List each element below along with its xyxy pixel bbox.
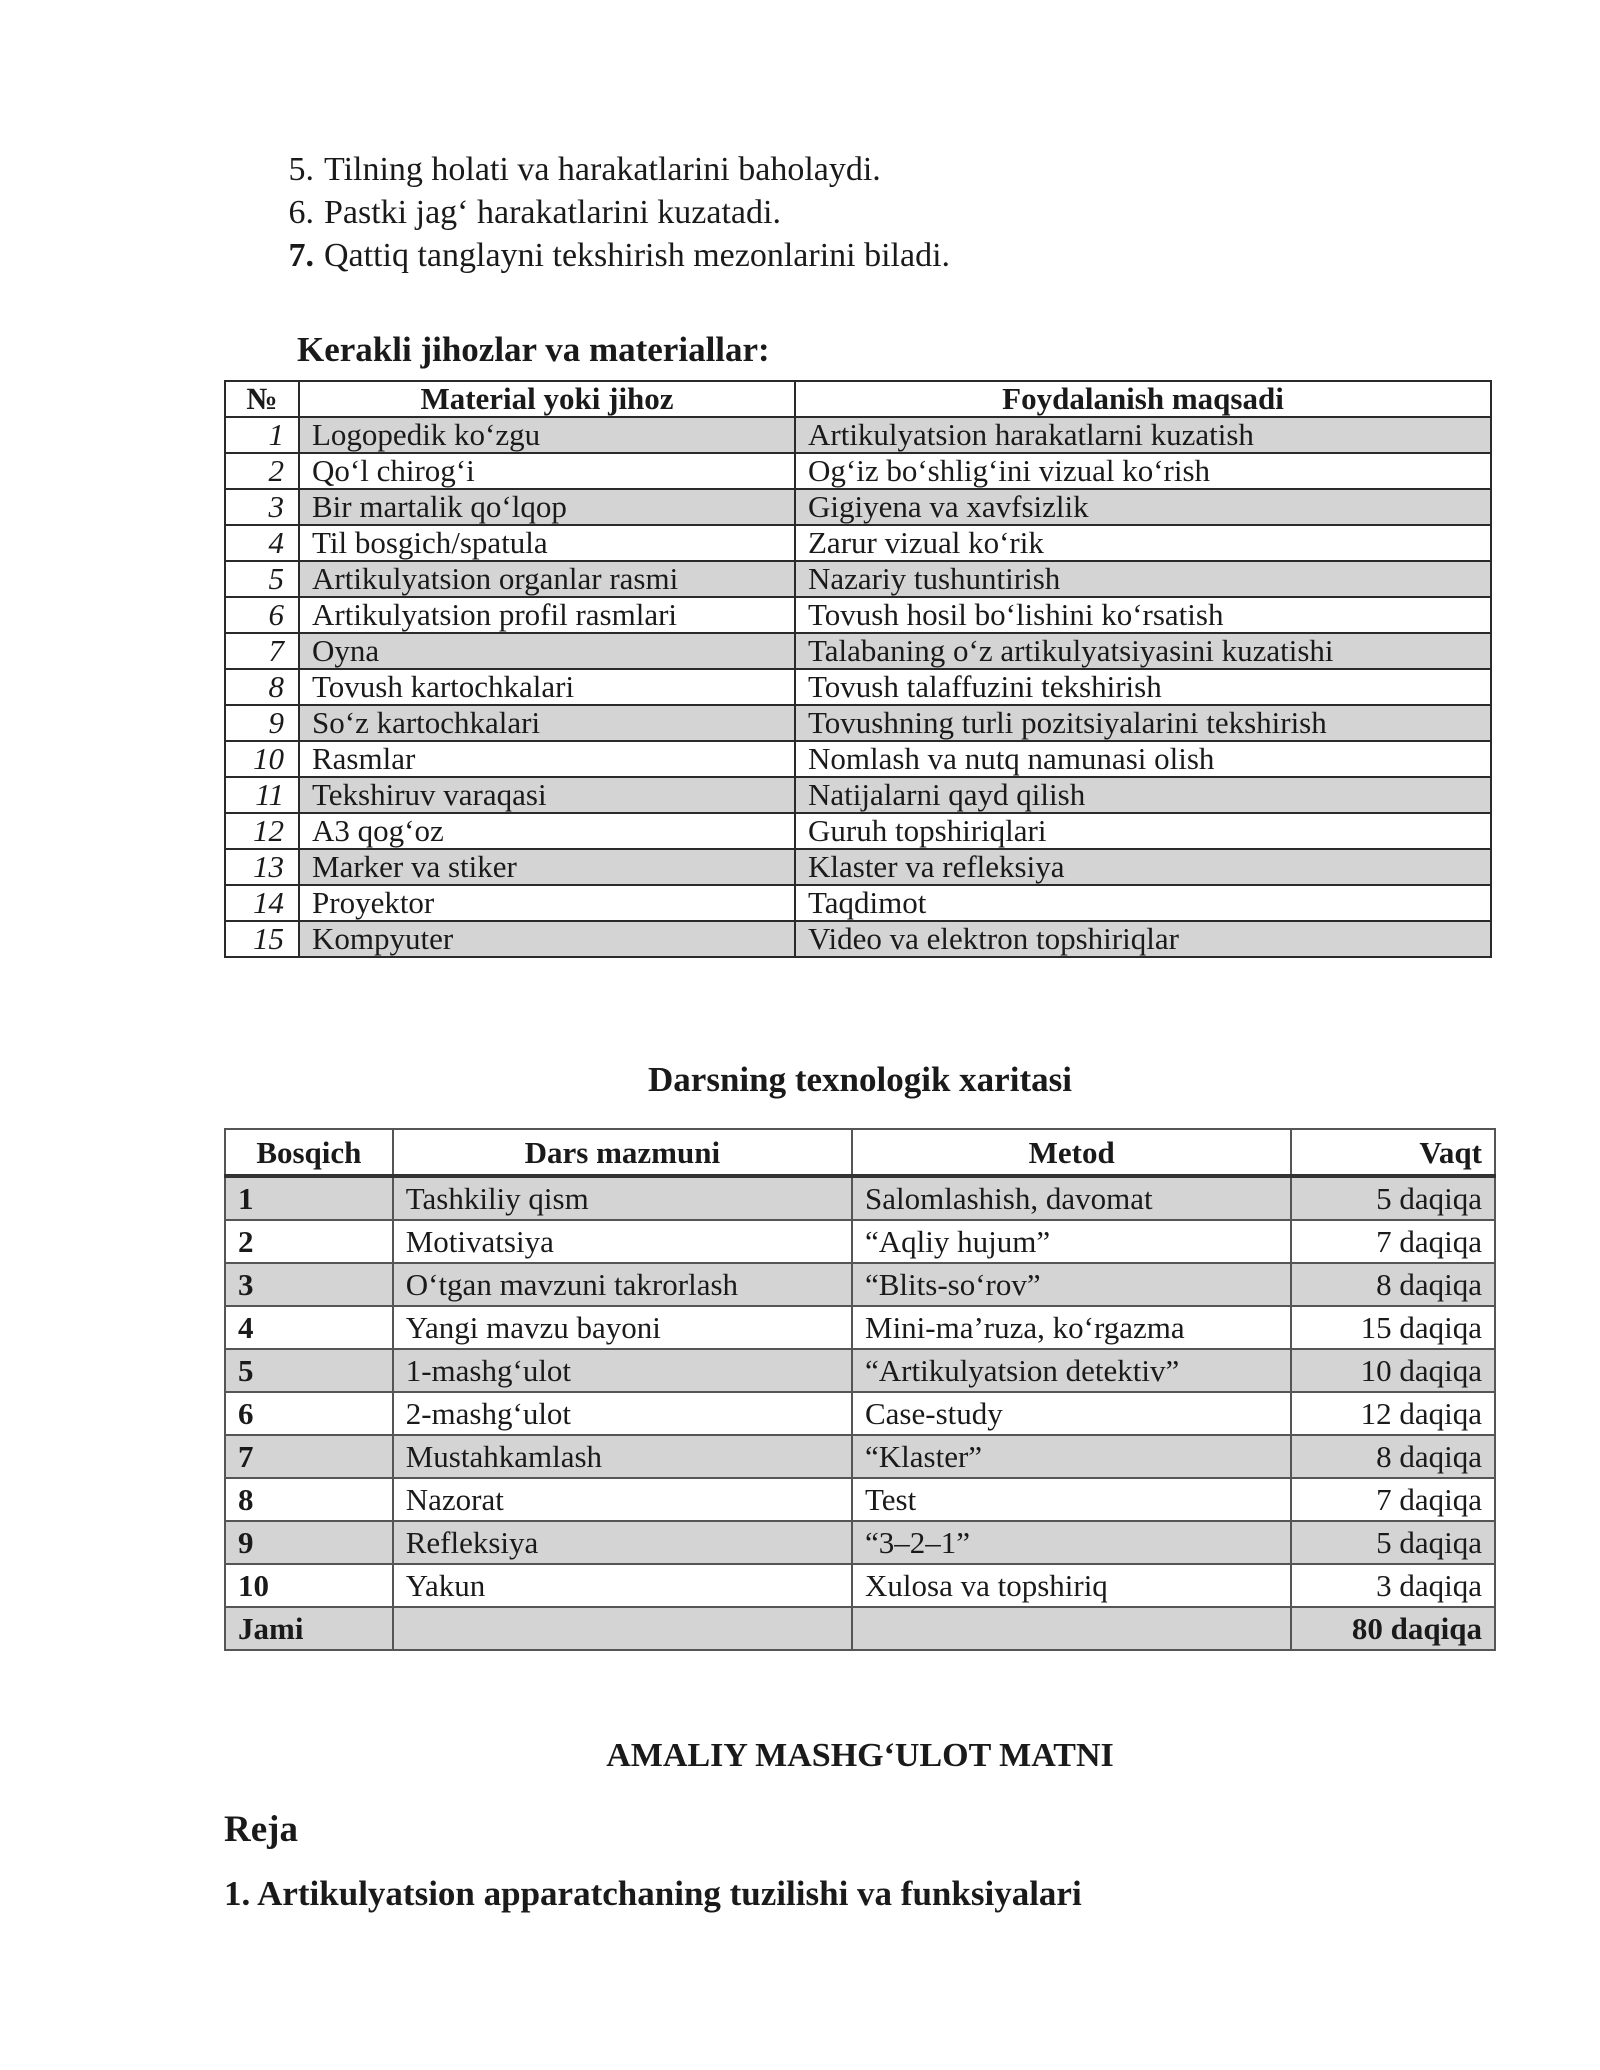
material-cell: Til bosgich/spatula xyxy=(299,525,795,561)
time-cell: 10 daqiqa xyxy=(1291,1349,1495,1392)
objective-item xyxy=(266,148,1266,191)
row-number: 1 xyxy=(225,417,299,453)
header-purpose: Foydalanish maqsadi xyxy=(795,381,1491,417)
time-cell: 5 daqiqa xyxy=(1291,1176,1495,1220)
material-cell: Bir martalik qo‘lqop xyxy=(299,489,795,525)
material-cell: Oyna xyxy=(299,633,795,669)
header-num: № xyxy=(225,381,299,417)
purpose-cell: Video va elektron topshiriqlar xyxy=(795,921,1491,957)
step-cell: 7 xyxy=(225,1435,393,1478)
content-cell: Tashkiliy qism xyxy=(393,1176,852,1220)
row-number: 2 xyxy=(225,453,299,489)
equipment-header-row xyxy=(225,381,1491,417)
table-row xyxy=(225,1521,1495,1564)
content-cell: Yangi mavzu bayoni xyxy=(393,1306,852,1349)
method-cell: Test xyxy=(852,1478,1291,1521)
purpose-cell: Og‘iz bo‘shlig‘ini vizual ko‘rish xyxy=(795,453,1491,489)
step-cell: 10 xyxy=(225,1564,393,1607)
row-number: 10 xyxy=(225,741,299,777)
table-row xyxy=(225,705,1491,741)
techmap-header-row xyxy=(225,1129,1495,1176)
objective-item xyxy=(266,234,1266,277)
content-cell: 1-mashg‘ulot xyxy=(393,1349,852,1392)
header-time: Vaqt xyxy=(1291,1129,1495,1176)
table-row xyxy=(225,1435,1495,1478)
total-row xyxy=(225,1607,1495,1650)
empty-cell xyxy=(852,1607,1291,1650)
step-cell: 3 xyxy=(225,1263,393,1306)
content-cell: Motivatsiya xyxy=(393,1220,852,1263)
material-cell: Proyektor xyxy=(299,885,795,921)
method-cell: “Aqliy hujum” xyxy=(852,1220,1291,1263)
step-cell: 9 xyxy=(225,1521,393,1564)
time-cell: 5 daqiqa xyxy=(1291,1521,1495,1564)
step-cell: 8 xyxy=(225,1478,393,1521)
step-cell: 2 xyxy=(225,1220,393,1263)
row-number: 5 xyxy=(225,561,299,597)
content-cell: O‘tgan mavzuni takrorlash xyxy=(393,1263,852,1306)
material-cell: Artikulyatsion organlar rasmi xyxy=(299,561,795,597)
table-row xyxy=(225,741,1491,777)
table-row xyxy=(225,1176,1495,1220)
table-row xyxy=(225,489,1491,525)
step-cell: 5 xyxy=(225,1349,393,1392)
time-cell: 7 daqiqa xyxy=(1291,1478,1495,1521)
table-row xyxy=(225,1263,1495,1306)
equipment-heading: Kerakli jihozlar va materiallar: xyxy=(297,330,770,369)
table-row xyxy=(225,921,1491,957)
time-cell: 8 daqiqa xyxy=(1291,1435,1495,1478)
objective-item xyxy=(266,191,1266,234)
row-number: 13 xyxy=(225,849,299,885)
table-row xyxy=(225,849,1491,885)
step-cell: 1 xyxy=(225,1176,393,1220)
purpose-cell: Guruh topshiriqlari xyxy=(795,813,1491,849)
method-cell: Xulosa va topshiriq xyxy=(852,1564,1291,1607)
header-material: Material yoki jihoz xyxy=(299,381,795,417)
method-cell: Salomlashish, davomat xyxy=(852,1176,1291,1220)
section-title: AMALIY MASHG‘ULOT MATNI xyxy=(606,1737,1114,1774)
content-cell: Mustahkamlash xyxy=(393,1435,852,1478)
equipment-table xyxy=(224,380,1492,958)
purpose-cell: Tovush hosil bo‘lishini ko‘rsatish xyxy=(795,597,1491,633)
table-row xyxy=(225,1392,1495,1435)
content-cell: 2-mashg‘ulot xyxy=(393,1392,852,1435)
table-row xyxy=(225,453,1491,489)
content-cell: Refleksiya xyxy=(393,1521,852,1564)
table-row xyxy=(225,633,1491,669)
purpose-cell: Tovush talaffuzini tekshirish xyxy=(795,669,1491,705)
row-number: 15 xyxy=(225,921,299,957)
method-cell: Mini-ma’ruza, ko‘rgazma xyxy=(852,1306,1291,1349)
table-row xyxy=(225,1564,1495,1607)
purpose-cell: Taqdimot xyxy=(795,885,1491,921)
material-cell: Logopedik ko‘zgu xyxy=(299,417,795,453)
purpose-cell: Natijalarni qayd qilish xyxy=(795,777,1491,813)
table-row xyxy=(225,561,1491,597)
purpose-cell: Artikulyatsion harakatlarni kuzatish xyxy=(795,417,1491,453)
time-cell: 15 daqiqa xyxy=(1291,1306,1495,1349)
objectives-list xyxy=(266,148,1266,277)
row-number: 14 xyxy=(225,885,299,921)
table-row xyxy=(225,669,1491,705)
material-cell: A3 qog‘oz xyxy=(299,813,795,849)
objective-number: 5. xyxy=(288,151,314,188)
header-method: Metod xyxy=(852,1129,1291,1176)
row-number: 7 xyxy=(225,633,299,669)
material-cell: Qo‘l chirog‘i xyxy=(299,453,795,489)
table-row xyxy=(225,417,1491,453)
objective-text: Pastki jag‘ harakatlarini kuzatadi. xyxy=(324,194,781,231)
techmap-table xyxy=(224,1128,1496,1651)
material-cell: Tovush kartochkalari xyxy=(299,669,795,705)
method-cell: “Klaster” xyxy=(852,1435,1291,1478)
purpose-cell: Klaster va refleksiya xyxy=(795,849,1491,885)
time-cell: 12 daqiqa xyxy=(1291,1392,1495,1435)
row-number: 3 xyxy=(225,489,299,525)
material-cell: Marker va stiker xyxy=(299,849,795,885)
row-number: 9 xyxy=(225,705,299,741)
time-cell: 7 daqiqa xyxy=(1291,1220,1495,1263)
purpose-cell: Talabaning o‘z artikulyatsiyasini kuzatishi xyxy=(795,633,1491,669)
total-time: 80 daqiqa xyxy=(1291,1607,1495,1650)
material-cell: Rasmlar xyxy=(299,741,795,777)
material-cell: Kompyuter xyxy=(299,921,795,957)
content-cell: Yakun xyxy=(393,1564,852,1607)
row-number: 11 xyxy=(225,777,299,813)
purpose-cell: Nazariy tushuntirish xyxy=(795,561,1491,597)
table-row xyxy=(225,525,1491,561)
material-cell: Artikulyatsion profil rasmlari xyxy=(299,597,795,633)
table-row xyxy=(225,813,1491,849)
method-cell: “Blits-so‘rov” xyxy=(852,1263,1291,1306)
purpose-cell: Tovushning turli pozitsiyalarini tekshirish xyxy=(795,705,1491,741)
content-cell: Nazorat xyxy=(393,1478,852,1521)
plan-label: Reja xyxy=(224,1809,298,1850)
objective-text: Tilning holati va harakatlarini baholaydi. xyxy=(324,151,881,188)
plan-item: 1. Artikulyatsion apparatchaning tuzilishi va funksiyalari xyxy=(224,1874,1082,1913)
time-cell: 3 daqiqa xyxy=(1291,1564,1495,1607)
material-cell: So‘z kartochkalari xyxy=(299,705,795,741)
objective-text: Qattiq tanglayni tekshirish mezonlarini biladi. xyxy=(324,237,951,274)
objective-number: 6. xyxy=(288,194,314,231)
step-cell: 6 xyxy=(225,1392,393,1435)
empty-cell xyxy=(393,1607,852,1650)
method-cell: Case-study xyxy=(852,1392,1291,1435)
row-number: 12 xyxy=(225,813,299,849)
techmap-heading: Darsning texnologik xaritasi xyxy=(648,1060,1072,1099)
purpose-cell: Zarur vizual ko‘rik xyxy=(795,525,1491,561)
time-cell: 8 daqiqa xyxy=(1291,1263,1495,1306)
objective-number: 7. xyxy=(288,237,314,274)
total-label: Jami xyxy=(225,1607,393,1650)
table-row xyxy=(225,1306,1495,1349)
header-content: Dars mazmuni xyxy=(393,1129,852,1176)
table-row xyxy=(225,1220,1495,1263)
material-cell: Tekshiruv varaqasi xyxy=(299,777,795,813)
table-row xyxy=(225,885,1491,921)
table-row xyxy=(225,777,1491,813)
row-number: 8 xyxy=(225,669,299,705)
step-cell: 4 xyxy=(225,1306,393,1349)
table-row xyxy=(225,597,1491,633)
method-cell: “Artikulyatsion detektiv” xyxy=(852,1349,1291,1392)
purpose-cell: Nomlash va nutq namunasi olish xyxy=(795,741,1491,777)
header-step: Bosqich xyxy=(225,1129,393,1176)
purpose-cell: Gigiyena va xavfsizlik xyxy=(795,489,1491,525)
table-row xyxy=(225,1349,1495,1392)
row-number: 4 xyxy=(225,525,299,561)
method-cell: “3–2–1” xyxy=(852,1521,1291,1564)
table-row xyxy=(225,1478,1495,1521)
row-number: 6 xyxy=(225,597,299,633)
